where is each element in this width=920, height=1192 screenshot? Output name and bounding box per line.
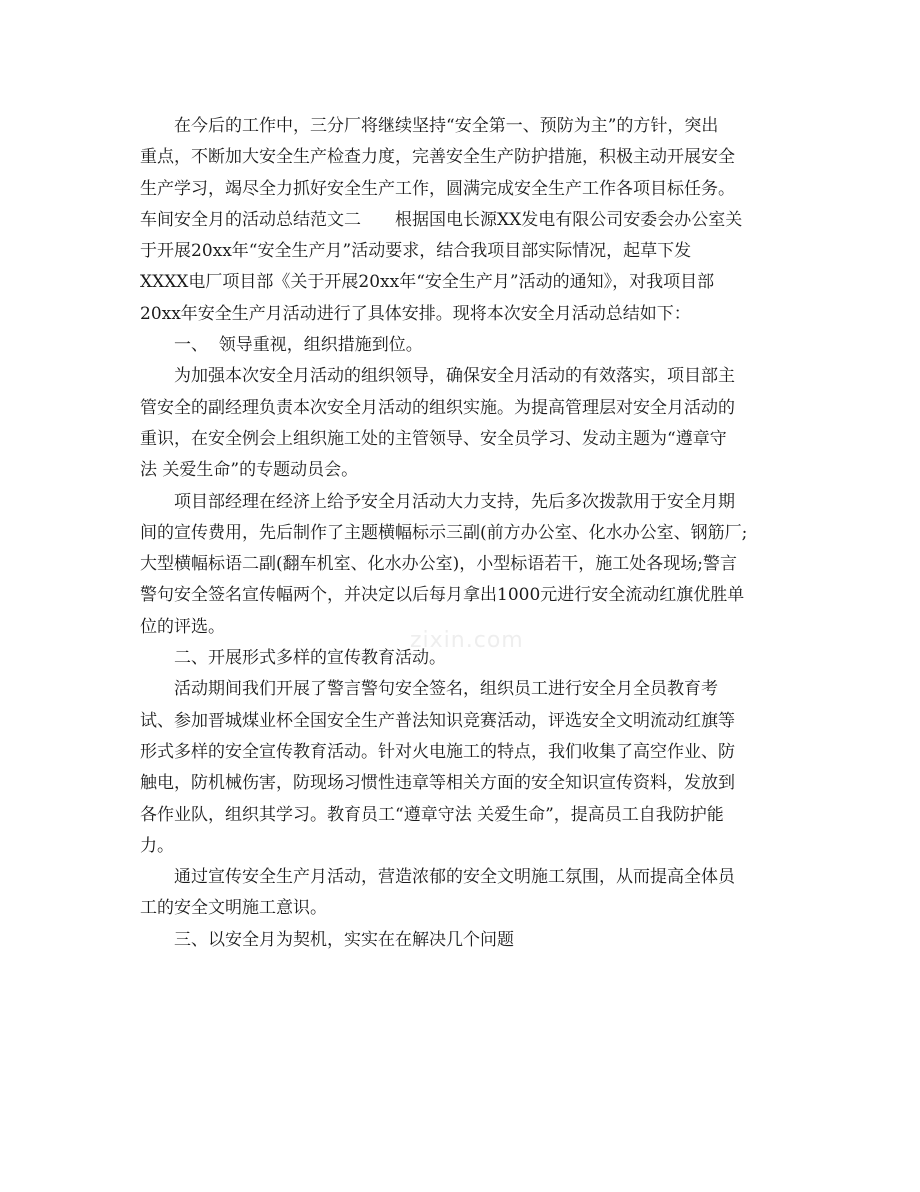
text-line: 试、参加晋城煤业杯全国安全生产普法知识竞赛活动，评选安全文明流动红旗等 <box>140 710 735 731</box>
text-line: 形式多样的安全宣传教育活动。针对火电施工的特点，我们收集了高空作业、防 <box>140 741 735 762</box>
text-line: 三、以安全月为契机，实实在在解决几个问题 <box>174 929 514 950</box>
text-line: 一、 领导重视，组织措施到位。 <box>174 335 423 356</box>
document-body <box>140 111 800 956</box>
text-line: 工的安全文明施工意识。 <box>140 898 327 919</box>
text-line: XXXX电厂项目部《关于开展20xx年“安全生产月”活动的通知》，对我项目部 <box>140 272 715 293</box>
text-line: 触电，防机械伤害，防现场习惯性违章等相关方面的安全知识宣传资料，发放到 <box>140 773 735 794</box>
text-line: 间的宣传费用，先后制作了主题横幅标示三副(前方办公室、化水办公室、钢筋厂; <box>140 522 748 543</box>
text-line: 20xx年安全生产月活动进行了具体安排。现将本次安全月活动总结如下： <box>140 303 691 324</box>
text-line: 警句安全签名宣传幅两个，并决定以后每月拿出1000元进行安全流动红旗优胜单 <box>140 585 745 606</box>
text-line: 活动期间我们开展了警言警句安全签名，组织员工进行安全月全员教育考 <box>174 679 718 700</box>
text-line: 在今后的工作中，三分厂将继续坚持“安全第一、预防为主”的方针，突出 <box>174 116 719 136</box>
text-line: 生产学习，竭尽全力抓好安全生产工作，圆满完成安全生产工作各项目标任务。 <box>140 178 735 199</box>
text-line: 为加强本次安全月活动的组织领导，确保安全月活动的有效落实，项目部主 <box>174 366 735 387</box>
text-line: 通过宣传安全生产月活动，营造浓郁的安全文明施工氛围，从而提高全体员 <box>174 867 735 888</box>
text-line: 各作业队，组织其学习。教育员工“遵章守法 关爱生命”，提高员工自我防护能 <box>140 804 724 825</box>
text-line: 管安全的副经理负责本次安全月活动的组织实施。为提高管理层对安全月活动的 <box>140 397 735 418</box>
text-line: 重识，在安全例会上组织施工处的主管领导、安全员学习、发动主题为“遵章守 <box>140 428 727 449</box>
text-line: 二、开展形式多样的宣传教育活动。 <box>174 648 446 669</box>
text-line: 法 关爱生命”的专题动员会。 <box>140 460 359 481</box>
text-line: 力。 <box>140 835 174 856</box>
text-line: 重点，不断加大安全生产检查力度，完善安全生产防护措施，积极主动开展安全 <box>140 147 735 168</box>
watermark: zixin.com <box>410 628 524 653</box>
text-line: 项目部经理在经济上给予安全月活动大力支持，先后多次拨款用于安全月期 <box>174 491 735 512</box>
text-line: 车间安全月的活动总结范文二 根据国电长源XX发电有限公司安委会办公室关 <box>140 209 743 230</box>
text-line: 于开展20xx年“安全生产月”活动要求，结合我项目部实际情况，起草下发 <box>140 241 692 262</box>
text-line: 大型横幅标语二副(翻车机室、化水办公室)，小型标语若干，施工处各现场;警言 <box>140 554 737 575</box>
text-line: 位的评选。 <box>140 616 225 637</box>
